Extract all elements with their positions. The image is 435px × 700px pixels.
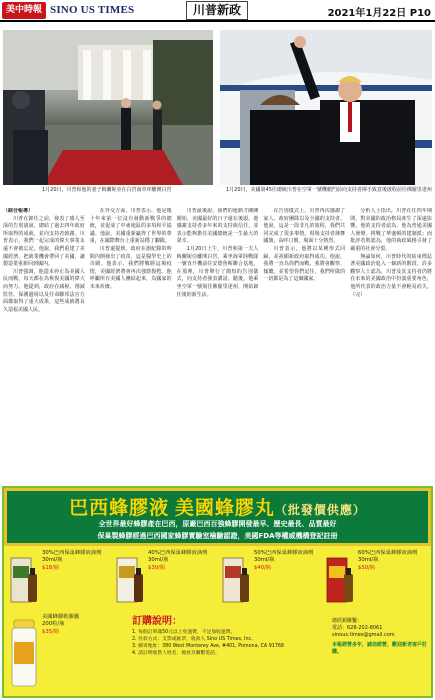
contact-phone[interactable]: 電話：626-202-8061 <box>332 625 383 631</box>
article-column-4 <box>263 208 345 483</box>
newspaper-logo: 美中時報 <box>2 2 46 19</box>
product-item <box>222 550 322 606</box>
order-line: 3. 郵寄地址：380 West Monterey Ave, #401, Pomona, CA 91768 <box>132 644 284 649</box>
order-line: 1. 每個訂單滿50元以上免運費，不足加收運費。 <box>132 630 236 635</box>
product-name: 50%巴西保巢蜂膠液滴劑 <box>254 550 314 556</box>
propolis-advertisement <box>2 486 433 698</box>
article-column-1 <box>3 208 85 483</box>
photo-right <box>220 30 432 185</box>
product-spec: 200粒/瓶 <box>42 621 65 628</box>
newspaper-brand: SINO US TIMES <box>50 4 135 16</box>
section-title: 川普新政 <box>186 1 248 20</box>
propolis-box-icon <box>10 552 38 604</box>
article-paragraph: 分析人士指出，川普在任四年期間，對美國的政治格局產生了深遠影響。他的支持者認為，他為普通美國人發聲，挑戰了華盛頓的建制派；而批評者則認為，他的執政風格引發了嚴重的社會分裂。 <box>350 208 432 252</box>
product-spec: 30ml/瓶 <box>358 557 379 564</box>
propolis-box-icon <box>326 552 354 604</box>
photo-left-illustration <box>3 30 213 185</box>
ad-title <box>7 493 428 520</box>
photo-left-caption: 1月20日，川普和他的妻子梅蘭妮亞在白宮南草坪離開白宮 <box>42 187 172 193</box>
propolis-box-icon <box>116 552 144 604</box>
product-text <box>254 550 313 572</box>
article-byline: （綜合報導） <box>3 208 34 214</box>
product-name: 40%巴西保巢蜂膠液滴劑 <box>148 550 208 556</box>
product-text <box>42 550 101 572</box>
article-column-5 <box>350 208 432 483</box>
product-text <box>148 550 207 572</box>
article-body <box>3 208 432 483</box>
article-paragraph: 川普還提到，政府在創紀錄的時間內開發出了疫苗，這是醫學史上的奇蹟。他表示，我們將戰勝這場疫情，美國經濟將會再次強勁復甦。他呼籲所有美國人團結起來，為國家的未來祈禱。 <box>89 245 172 290</box>
contact-email[interactable]: sinous.times@gmail.com <box>332 632 395 638</box>
product-price: $18/瓶 <box>42 564 60 571</box>
photo-right-illustration <box>220 30 432 185</box>
product-name: 60%巴西保巢蜂膠液滴劑 <box>358 550 418 556</box>
product-spec: 30ml/瓶 <box>42 557 63 564</box>
article-paragraph: 川普在卸任之前，發表了感人至深的告別演說，總結了過去四年政府所取得的成就，並向支持者致謝。川普表示，我們一起完成的偉大事業永遠不會被忘記。他說，我們重建了美國經濟，把就業機會帶回了美國，讓製造業重新回到國內。 <box>3 215 85 268</box>
article-paragraph: 在告別儀式上，川普再次感謝了家人、政府團隊以及全國的支持者。他說，這是一段非凡的旅程，我們共同完成了很多事情。現場支持者揮舞國旗，高呼口號，場面十分熱烈。 <box>263 208 346 245</box>
product-name: 美國蜂膠軟膠囊 <box>42 614 80 620</box>
product-item <box>10 550 110 606</box>
propolis-box-icon <box>222 552 250 604</box>
product-item <box>116 550 216 606</box>
contact-note: 本報經營多年，誠信經營，歡迎新老客戶訂購。 <box>332 642 428 655</box>
article-column-2 <box>90 208 172 483</box>
product-item <box>10 614 110 694</box>
ad-title-note: （批發價供應） <box>274 503 366 517</box>
article-paragraph: 川普強調，他從未停止為美國人民而戰，每天都在為恢復美國的偉大而努力。他提到，政府在減稅、削減監管、保護邊境以及任命聯邦法官方面都取得了重大成果，這些成就將長久造福美國人民。 <box>3 268 85 313</box>
photo-right-caption: 1月20日，美國第45任總統川普在空軍一號機艙門前向支持者揮手致意後啟程前往佛羅里達州 <box>226 187 432 193</box>
article-column-3 <box>177 208 259 483</box>
order-title: 訂購說明： <box>132 616 182 627</box>
article-paragraph: 川普表示，他將以某種形式回歸，並祝願新政府取得成功。他說，我將一直為你們而戰，我將會觀察、傾聽，並希望你們記住，我們所做的一切都是為了這個國家。 <box>263 245 346 283</box>
contact-title: 總經銷聯繫： <box>332 618 363 624</box>
article-paragraph: 無論如何，川普時代的結束標誌著美國政治進入一個新的階段。許多觀察人士認為，川普及其支持者仍將在未來的美國政治中扮演重要角色，他所代表的政治力量不會輕易消失。（完） <box>350 253 432 298</box>
masthead <box>0 0 435 22</box>
product-price: $35/瓶 <box>42 628 60 635</box>
product-name: 30%巴西保巢蜂膠液滴劑 <box>42 550 102 556</box>
product-text <box>42 614 79 636</box>
order-line: 2. 付款方式：支票或匯票，收款人 Sino US Times, Inc. <box>132 637 253 642</box>
propolis-bottle-icon <box>10 616 38 690</box>
order-instructions <box>132 612 292 692</box>
product-price: $40/瓶 <box>254 564 272 571</box>
article-paragraph: 1月20日上午，川普和第一夫人梅蘭妮亞離開白宮，乘坐海軍陸戰隊一號直升機前往安德魯斯聯合基地。在那裡，川普舉行了簡短的告別儀式，向支持者發表講話。隨後，他乘坐空軍一號飛往佛羅里達州，開始卸任後的新生活。 <box>176 245 259 298</box>
product-price: $50/瓶 <box>358 564 376 571</box>
product-spec: 30ml/瓶 <box>148 557 169 564</box>
ad-title-main: 巴西蜂膠液 美國蜂膠丸 <box>69 498 275 519</box>
order-line: 4. 請註明收貨人姓名、地址及聯繫電話。 <box>132 651 220 656</box>
contact-info <box>332 618 430 694</box>
dateline: 2021年1月22日 P10 <box>327 8 431 19</box>
order-body <box>132 629 292 657</box>
product-price: $30/瓶 <box>148 564 166 571</box>
article-paragraph: 川普最後說，我們的運動才剛剛開始，美國最好的日子還在後頭。他感謝支持者多年來的支持與信任，並表示能夠擔任美國總統是一生最大的榮幸。 <box>176 208 259 245</box>
article-paragraph: 在外交方面，川普表示，他是幾十年來第一位沒有發動新戰爭的總統，並促成了中東地區的多項和平協議。他說，美國重新贏得了世界的尊重，在國際舞台上重新站穩了腳跟。 <box>89 208 172 245</box>
product-item <box>326 550 430 606</box>
ad-banner <box>4 488 431 546</box>
photo-left <box>3 30 213 185</box>
product-spec: 30ml/瓶 <box>254 557 275 564</box>
ad-tagline-1: 全世界最好蜂膠產在巴西，原廠巴西百強蜂膠開發最早、歷史最長、品質最好 <box>98 520 337 528</box>
product-text <box>358 550 417 572</box>
ad-tagline-2: 保巢製蜂膠經過巴西國家蜂膠實驗室檢驗認證，美國FDA等權威機構登記註冊 <box>97 532 338 540</box>
